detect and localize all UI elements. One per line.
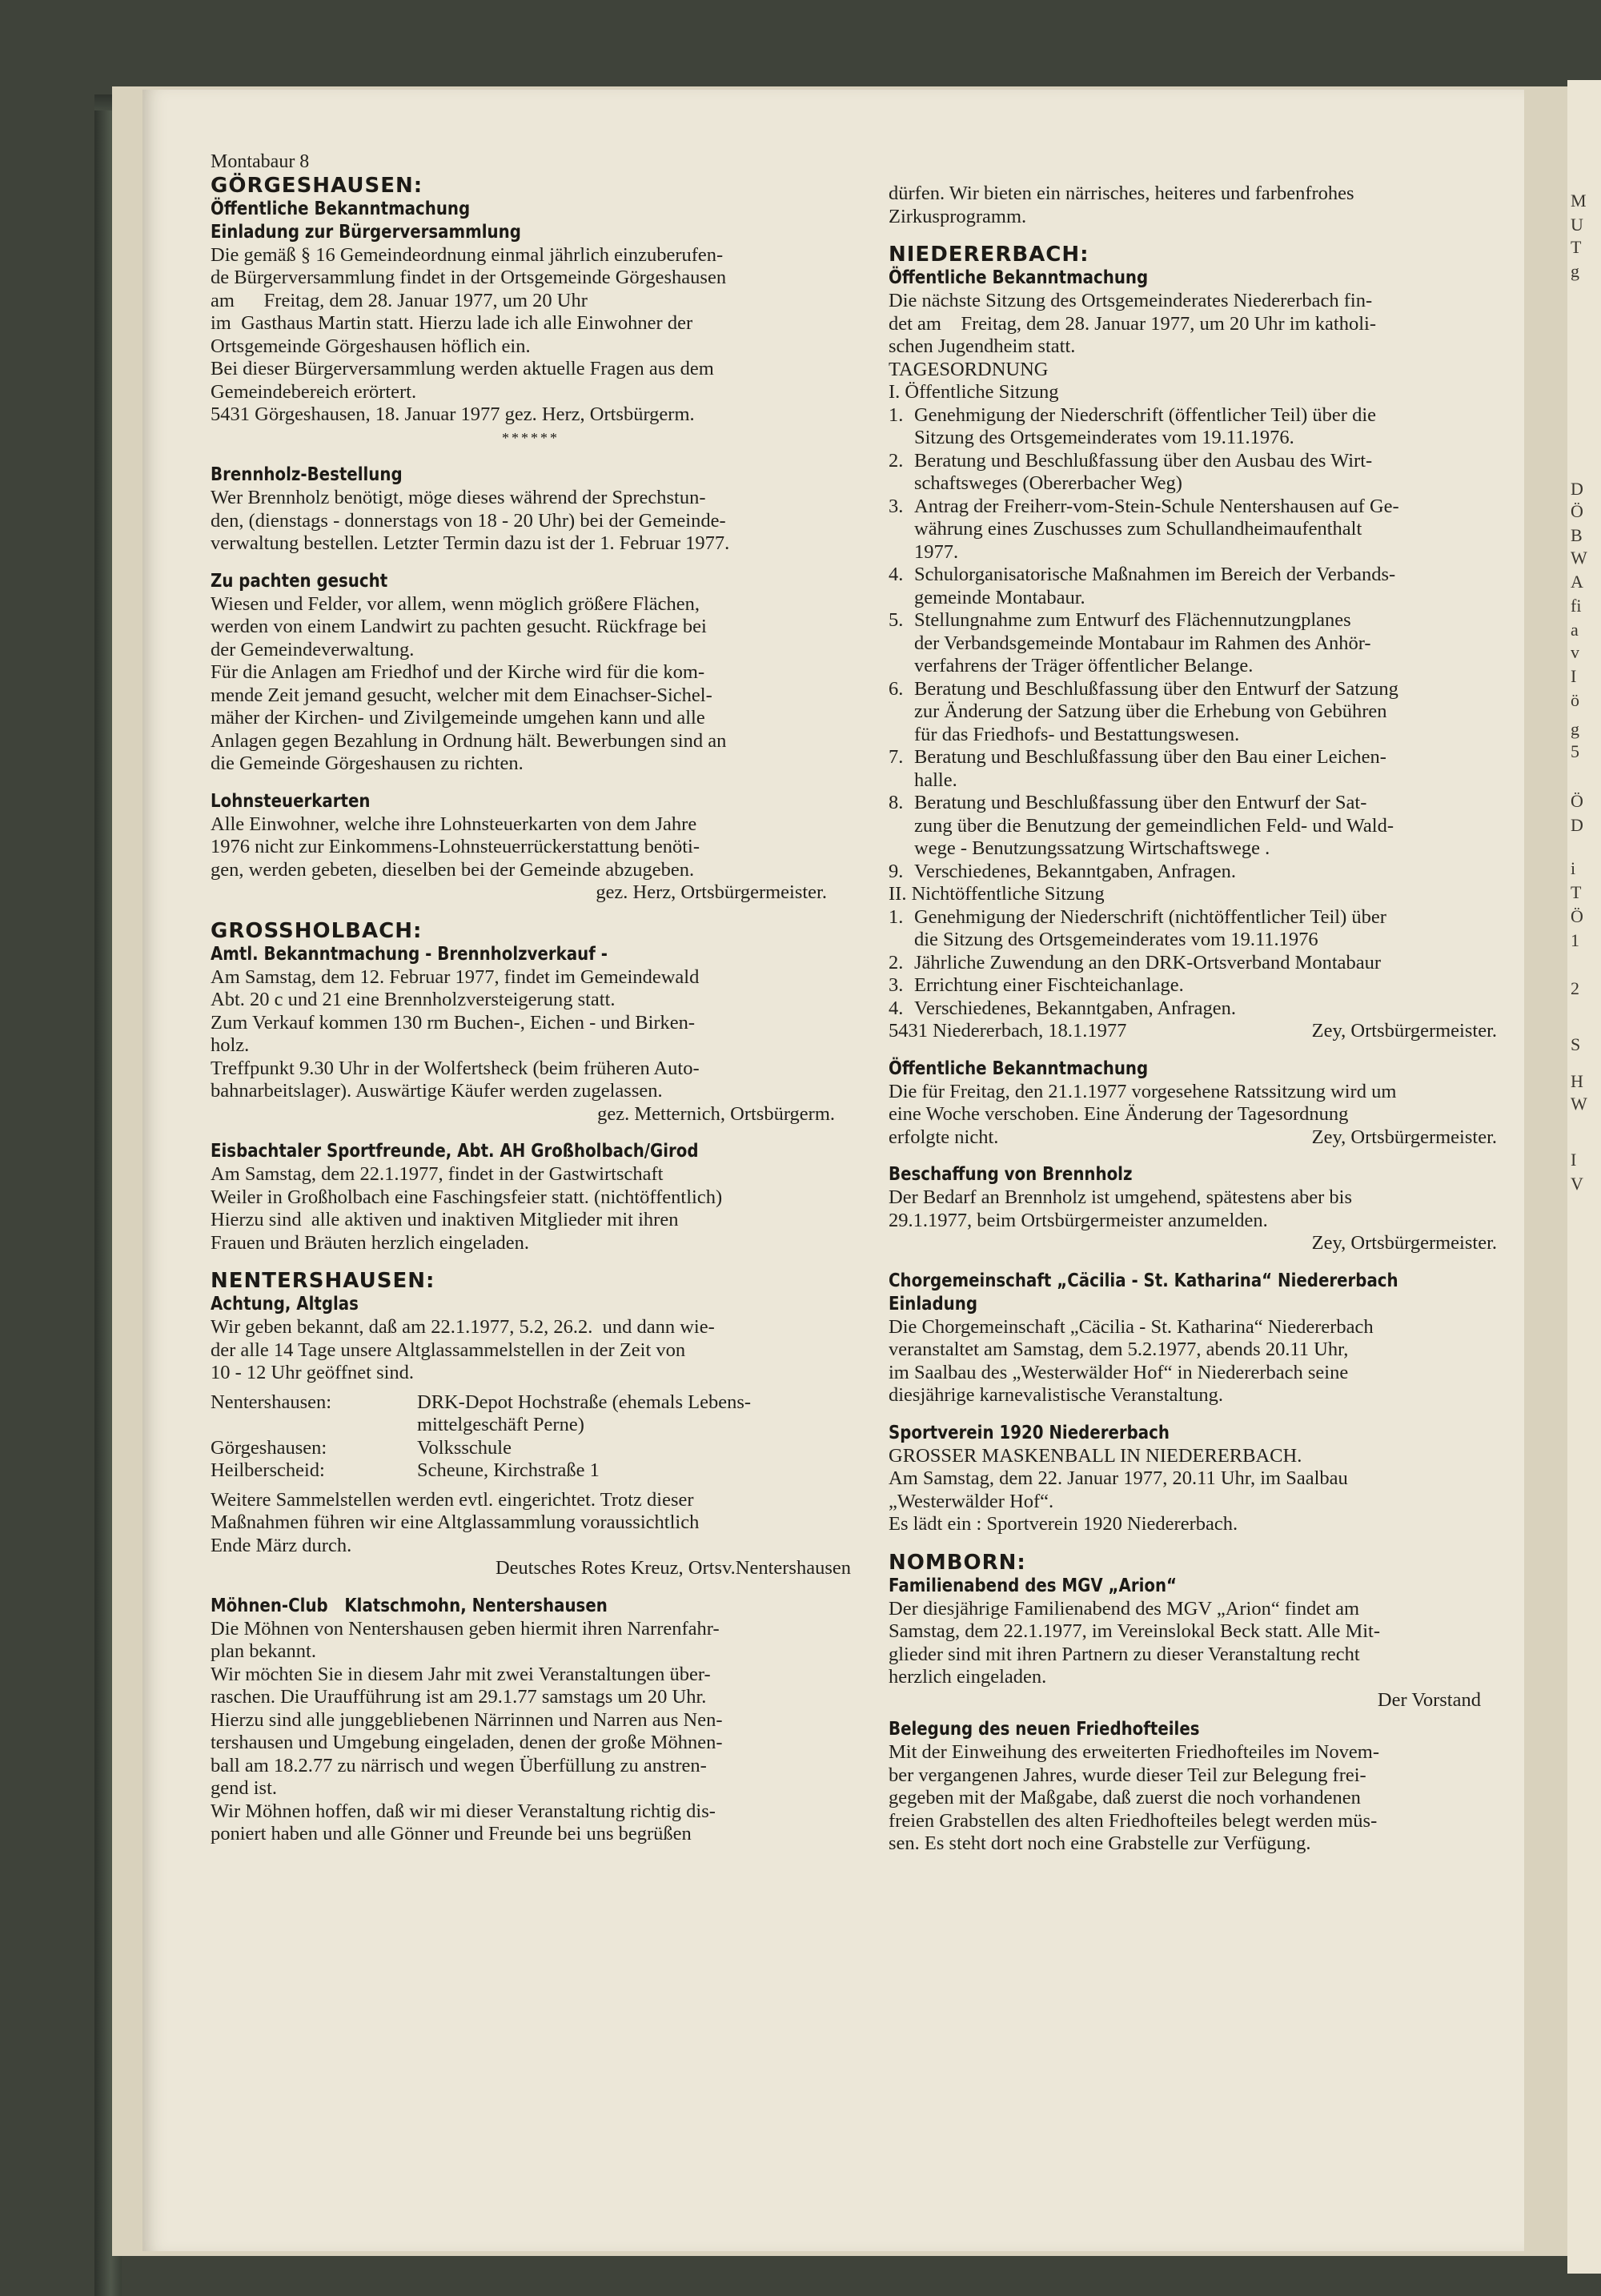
article-title: Öffentliche Bekanntmachung [889,267,1149,288]
text-line: Zum Verkauf kommen 130 rm Buchen-, Eichen - und Birken- [211,1011,696,1034]
agenda-item-number: 2. [889,951,904,973]
collection-point-row [211,1459,851,1483]
text-line: gegeben mit der Maßgabe, daß zuerst die noch vorhandenen [889,1787,1361,1808]
agenda-item-line [889,974,1521,997]
agenda-item-number: 4. [889,997,904,1019]
signature: Deutsches Rotes Kreuz, Ortsv.Nentershausen [495,1557,851,1579]
text-line: 1976 nicht zur Einkommens-Lohnsteuerrückerstattung benöti- [211,836,700,857]
text-line: herzlich eingeladen. [889,1666,1047,1688]
next-page-letter: ö [1571,690,1579,710]
text-line: Es lädt ein : Sportverein 1920 Niedererbach. [889,1513,1238,1535]
agenda-item-text: Sitzung des Ortsgemeinderates vom 19.11.1976. [914,427,1294,448]
agenda-list-private [889,906,1521,1021]
text-line: dürfen. Wir bieten ein närrisches, heiteres und farbenfrohes [889,183,1354,204]
agenda-item-number: 4. [889,564,904,585]
text-line: 29.1.1977, beim Ortsbürgermeister anzumelden. [889,1209,1268,1231]
signature: gez. Herz, Ortsbürgermeister. [596,881,827,903]
agenda-item-line [889,906,1521,929]
next-page-letter: I [1571,1150,1577,1170]
article-subtitle: Einladung [889,1293,977,1315]
article-subtitle: Einladung zur Bürgerversammlung [211,221,521,243]
signature: Zey, Ortsbürgermeister. [1311,1126,1497,1148]
place-name: Heilberscheid: [211,1459,325,1481]
text-line: Treffpunkt 9.30 Uhr in der Wolfertsheck (beim früheren Auto- [211,1057,700,1079]
next-page-letter: g [1571,261,1579,281]
text-line: Wir möchten Sie in diesem Jahr mit zwei Veranstaltungen über- [211,1663,711,1685]
agenda-item-text: halle. [914,769,957,791]
agenda-item-line [889,450,1521,473]
next-page-letter: W [1571,1094,1587,1114]
agenda-item-line [889,997,1521,1021]
text-line: glieder sind mit ihren Partnern zu dieser Veranstaltung recht [889,1643,1360,1665]
text-line: veranstaltet am Samstag, dem 5.2.1977, abends 20.11 Uhr, [889,1339,1349,1360]
text-line: der Gemeindeverwaltung. [211,638,415,660]
text-line: Gemeindebereich erörtert. [211,380,417,403]
agenda-item-text: währung eines Zuschusses zum Schullandheimaufenthalt [914,518,1362,540]
place-location: Scheune, Kirchstraße 1 [417,1459,600,1481]
text-line: Wer Brennholz benötigt, möge dieses während der Sprechstun- [211,487,706,508]
text-line: am Freitag, dem 28. Januar 1977, um 20 Uhr [211,289,588,311]
text-line: erfolgte nicht. [889,1126,999,1148]
signature-row [889,1126,1521,1150]
signature-row [889,1020,1521,1043]
agenda-item-line [889,587,1521,610]
text-line: Wir geben bekannt, daß am 22.1.1977, 5.2, 26.2. und dann wie- [211,1316,715,1338]
agenda-item-line [889,655,1521,678]
agenda-item-line [889,700,1521,724]
text-line: ber vergangenen Jahres, wurde dieser Teil zur Belegung frei- [889,1764,1366,1786]
text-line: „Westerwälder Hof“. [889,1490,1054,1512]
text-line: die Gemeinde Görgeshausen zu richten. [211,753,524,774]
next-page-letter: U [1571,215,1583,235]
place-name: Görgeshausen: [211,1436,327,1459]
agenda-item-text: Verschiedenes, Bekanntgaben, Anfragen. [914,997,1237,1019]
text-line: Frauen und Bräuten herzlich eingeladen. [211,1231,529,1254]
collection-point-row [211,1437,851,1460]
text-line: Anlagen gegen Bezahlung in Ordnung hält. Bewerbungen sind an [211,729,727,752]
agenda-item-line [889,837,1521,861]
text-line: tershausen und Umgebung eingeladen, denen der große Möhnen- [211,1732,723,1753]
text-line: der alle 14 Tage unsere Altglassammelstellen in der Zeit von [211,1339,686,1361]
text-line: GROSSER MASKENBALL IN NIEDERERBACH. [889,1444,1302,1467]
next-page-letter: D [1571,815,1583,835]
next-page-letter: V [1571,1174,1583,1194]
agenda-item-line [889,541,1521,564]
agenda-item-number: 5. [889,609,904,631]
location-line: Montabaur 8 [211,151,310,172]
place-location: DRK-Depot Hochstraße (ehemals Lebens- [417,1391,752,1413]
signature: Zey, Ortsbürgermeister. [1311,1232,1497,1254]
signature: gez. Metternich, Ortsbürgerm. [597,1102,835,1125]
next-page-letter: 1 [1571,930,1579,950]
next-page-letter: A [1571,572,1583,592]
agenda-item-number: 6. [889,677,904,700]
text-line: Ende März durch. [211,1534,352,1556]
agenda-item-line [889,746,1521,769]
text-line: sen. Es steht dort noch eine Grabstelle zur Verfügung. [889,1832,1311,1854]
text-line: Hierzu sind alle junggebliebenen Närrinnen und Narren aus Nen- [211,1708,723,1731]
agenda-item-number: 1. [889,905,904,928]
article-title: Familienabend des MGV „Arion“ [889,1575,1178,1596]
article-title: Möhnen-Club Klatschmohn, Nentershausen [211,1595,608,1616]
agenda-item-line [889,472,1521,496]
article-title: Achtung, Altglas [211,1294,359,1315]
agenda-item-text: 1977. [914,540,959,563]
text-line: Wir Möhnen hoffen, daß wir mi dieser Veranstaltung richtig dis- [211,1800,716,1822]
text-line: de Bürgerversammlung findet in der Ortsgemeinde Görgeshausen [211,267,727,288]
text-line: Maßnahmen führen wir eine Altglassammlung voraussichtlich [211,1511,700,1533]
collection-point-row [211,1414,851,1437]
next-page-letter: W [1571,548,1587,568]
next-page-letter: T [1571,237,1582,257]
text-line: Die Möhnen von Nentershausen geben hiermit ihren Narrenfahr- [211,1617,720,1640]
text-line: freien Grabstellen des alten Friedhofteiles belegt werden müs- [889,1809,1378,1832]
text-line: Der diesjährige Familienabend des MGV „Arion“ findet am [889,1597,1360,1620]
text-line: Die Chorgemeinschaft „Cäcilia - St. Katharina“ Niedererbach [889,1315,1374,1338]
agenda-item-text: Beratung und Beschlußfassung über den Entwurf der Sat- [914,792,1367,813]
next-page-letter: Ö [1571,501,1583,521]
separator-stars: ****** [502,429,560,446]
text-line: Samstag, dem 22.1.1977, im Vereinslokal Beck statt. Alle Mit- [889,1620,1381,1642]
text-line: poniert haben und alle Gönner und Freunde bei uns begrüßen [211,1823,692,1844]
text-line: ball am 18.2.77 zu närrisch und wegen Überfüllung zu anstren- [211,1754,707,1776]
agenda-item-text: wege - Benutzungssatzung Wirtschaftswege . [914,837,1270,859]
text-line: Mit der Einweihung des erweiterten Friedhofteiles im Novem- [889,1741,1380,1763]
text-line: Abt. 20 c und 21 eine Brennholzversteigerung statt. [211,989,616,1010]
text-line: Die gemäß § 16 Gemeindeordnung einmal jährlich einzuberufen- [211,243,724,266]
agenda-title: TAGESORDNUNG [889,358,1049,380]
agenda-item-number: 8. [889,792,904,813]
text-line: Die für Freitag, den 21.1.1977 vorgesehene Ratssitzung wird um [889,1080,1397,1102]
right-column [889,183,1521,1856]
agenda-item-text: der Verbandsgemeinde Montabaur im Rahmen des Anhör- [914,632,1371,654]
text-line: Die nächste Sitzung des Ortsgemeinderates Niedererbach fin- [889,290,1373,311]
section-heading-grossholbach: GROSSHOLBACH: [211,918,423,943]
agenda-item-text: Antrag der Freiherr-vom-Stein-Schule Nentershausen auf Ge- [914,495,1399,517]
next-page-letter: I [1571,666,1577,686]
next-page-letter: D [1571,479,1583,499]
text-line: diesjährige karnevalistische Veranstaltung. [889,1384,1223,1406]
agenda-item-text: zur Änderung der Satzung über die Erhebung von Gebühren [914,700,1387,722]
left-column [211,151,851,1846]
next-page-letter: B [1571,525,1583,545]
next-page-letter: S [1571,1034,1581,1054]
agenda-item-number: 1. [889,403,904,426]
agenda-item-text: Beratung und Beschlußfassung über den Bau einer Leichen- [914,746,1386,768]
text-line: mäher der Kirchen- und Zivilgemeinde umgehen kann und alle [211,707,705,729]
article-title: Sportverein 1920 Niedererbach [889,1422,1170,1443]
agenda-item-number: 7. [889,746,904,768]
next-page-letter: T [1571,882,1582,902]
text-line: 10 - 12 Uhr geöffnet sind. [211,1362,415,1383]
article-body [211,244,851,427]
signature: Zey, Ortsbürgermeister. [1311,1020,1497,1042]
agenda-part-heading: I. Öffentliche Sitzung [889,381,1059,403]
agenda-item-number: 9. [889,860,904,882]
text-line: plan bekannt. [211,1640,316,1662]
text-line: Weiler in Großholbach eine Faschingsfeier statt. (nichtöffentlich) [211,1186,723,1208]
agenda-item-line [889,427,1521,450]
agenda-item-text: Genehmigung der Niederschrift (öffentlicher Teil) über die [914,403,1376,426]
text-line: Am Samstag, dem 22.1.1977, findet in der Gastwirtschaft [211,1163,664,1185]
article-title: Belegung des neuen Friedhofteiles [889,1719,1200,1740]
agenda-item-line [889,952,1521,975]
next-page-letter: H [1571,1071,1583,1091]
agenda-item-line [889,609,1521,632]
agenda-item-line [889,678,1521,701]
text-line: gend ist. [211,1777,278,1799]
agenda-item-number: 3. [889,495,904,517]
agenda-item-line [889,632,1521,656]
text-line: Hierzu sind alle aktiven und inaktiven Mitglieder mit ihren [211,1209,679,1230]
agenda-item-number: 3. [889,974,904,996]
text-line: im Gasthaus Martin statt. Hierzu lade ich alle Einwohner der [211,312,693,334]
next-page-letter: Ö [1571,791,1583,811]
agenda-item-text: für das Friedhofs- und Bestattungswesen. [914,723,1240,745]
agenda-item-line [889,496,1521,519]
text-line: schen Jugendheim statt. [889,335,1076,357]
text-line: den, (dienstags - donnerstags von 18 - 20 Uhr) bei der Gemeinde- [211,509,726,532]
next-page-letter: 5 [1571,741,1579,761]
article-title: Brennholz-Bestellung [211,464,403,485]
agenda-item-line [889,929,1521,952]
agenda-item-line [889,769,1521,793]
signature: Der Vorstand [1377,1688,1481,1711]
next-page-letter: M [1571,191,1587,211]
agenda-item-text: Beratung und Beschlußfassung über den Ausbau des Wirt- [914,449,1373,472]
text-line: eine Woche verschoben. Eine Änderung der Tagesordnung [889,1103,1349,1125]
text-line: Weitere Sammelstellen werden evtl. eingerichtet. Trotz dieser [211,1488,694,1511]
agenda-list-public [889,404,1521,884]
agenda-item-line [889,724,1521,747]
text-line: holz. [211,1034,250,1056]
agenda-item-line [889,861,1521,884]
article-title: Amtl. Bekanntmachung - Brennholzverkauf - [211,943,608,965]
agenda-item-text: zung über die Benutzung der gemeindlichen Feld- und Wald- [914,814,1394,837]
text-line: Am Samstag, dem 12. Februar 1977, findet im Gemeindewald [211,965,700,988]
section-heading-goergeshausen: GÖRGESHAUSEN: [211,173,423,198]
text-line: verwaltung bestellen. Letzter Termin dazu ist der 1. Februar 1977. [211,532,730,554]
agenda-item-text: die Sitzung des Ortsgemeinderates vom 19.11.1976 [914,929,1318,950]
article-title: Öffentliche Bekanntmachung [889,1058,1149,1079]
agenda-part-heading: II. Nichtöffentliche Sitzung [889,883,1105,905]
collection-point-row [211,1391,851,1415]
agenda-item-text: Genehmigung der Niederschrift (nichtöffentlicher Teil) über [914,905,1386,928]
text-line: Ortsgemeinde Görgeshausen höflich ein. [211,335,531,357]
text-line: Alle Einwohner, welche ihre Lohnsteuerkarten von dem Jahre [211,813,697,835]
text-line: Der Bedarf an Brennholz ist umgehend, spätestens aber bis [889,1186,1352,1208]
agenda-item-line [889,404,1521,427]
next-page-letter: i [1571,858,1576,878]
agenda-item-number: 2. [889,449,904,472]
text-line: gen, werden gebeten, dieselben bei der Gemeinde abzugeben. [211,858,695,881]
text-line: werden von einem Landwirt zu pachten gesucht. Rückfrage bei [211,616,707,637]
text-line: raschen. Die Uraufführung ist am 29.1.77 samstags um 20 Uhr. [211,1686,707,1708]
text-line: Zirkusprogramm. [889,205,1027,227]
next-page-letter: fi [1571,596,1582,616]
section-heading-nomborn: NOMBORN: [889,1550,1026,1575]
text-line: bahnarbeitslager). Auswärtige Käufer werden zugelassen. [211,1080,663,1102]
agenda-item-line [889,518,1521,541]
agenda-item-line [889,815,1521,838]
text-line: Bei dieser Bürgerversammlung werden aktuelle Fragen aus dem [211,358,714,379]
place-name: Nentershausen: [211,1391,332,1413]
next-page-letter: 2 [1571,978,1579,998]
agenda-item-text: Verschiedenes, Bekanntgaben, Anfragen. [914,860,1237,882]
text-line: Für die Anlagen am Friedhof und der Kirche wird für die kom- [211,661,705,683]
agenda-item-text: gemeinde Montabaur. [914,586,1085,608]
text-line: 5431 Görgeshausen, 18. Januar 1977 gez. Herz, Ortsbürgerm. [211,403,695,425]
text-line: Am Samstag, dem 22. Januar 1977, 20.11 Uhr, im Saalbau [889,1467,1348,1489]
place-location: mittelgeschäft Perne) [417,1414,584,1435]
section-heading-niedererbach: NIEDERERBACH: [889,243,1089,267]
article-title: Chorgemeinschaft „Cäcilia - St. Katharina“ Niedererbach [889,1270,1398,1291]
agenda-item-line [889,564,1521,587]
agenda-item-text: Beratung und Beschlußfassung über den Entwurf der Satzung [914,677,1398,700]
next-page-letter: a [1571,620,1579,640]
text-line: det am Freitag, dem 28. Januar 1977, um 20 Uhr im katholi- [889,312,1376,335]
text-line: mende Zeit jemand gesucht, welcher mit dem Einachser-Sichel- [211,684,712,706]
article-title: Öffentliche Bekanntmachung [211,198,471,219]
text-line: Wiesen und Felder, vor allem, wenn möglich größere Flächen, [211,592,700,615]
agenda-item-text: Jährliche Zuwendung an den DRK-Ortsverband Montabaur [914,951,1382,973]
next-page-letter: v [1571,642,1579,662]
section-heading-nentershausen: NENTERSHAUSEN: [211,1269,435,1293]
agenda-item-line [889,792,1521,815]
next-page-letter: Ö [1571,906,1583,926]
agenda-item-text: schaftsweges (Obererbacher Weg) [914,472,1182,494]
next-page-fragment [1567,80,1601,2274]
text-line: im Saalbau des „Westerwälder Hof“ in Niedererbach seine [889,1361,1349,1383]
article-title: Beschaffung von Brennholz [889,1164,1133,1185]
signature-place: 5431 Niedererbach, 18.1.1977 [889,1020,1127,1042]
article-title: Zu pachten gesucht [211,570,388,592]
agenda-item-text: Errichtung einer Fischteichanlage. [914,974,1184,996]
agenda-item-text: Schulorganisatorische Maßnahmen im Bereich der Verbands- [914,564,1396,585]
article-title: Eisbachtaler Sportfreunde, Abt. AH Großholbach/Girod [211,1141,699,1162]
next-page-letter: g [1571,719,1579,739]
agenda-item-text: Stellungnahme zum Entwurf des Flächennutzungplanes [914,609,1351,631]
article-title: Lohnsteuerkarten [211,790,371,812]
place-location: Volksschule [417,1436,512,1459]
agenda-item-text: verfahrens der Träger öffentlicher Belange. [914,655,1254,676]
